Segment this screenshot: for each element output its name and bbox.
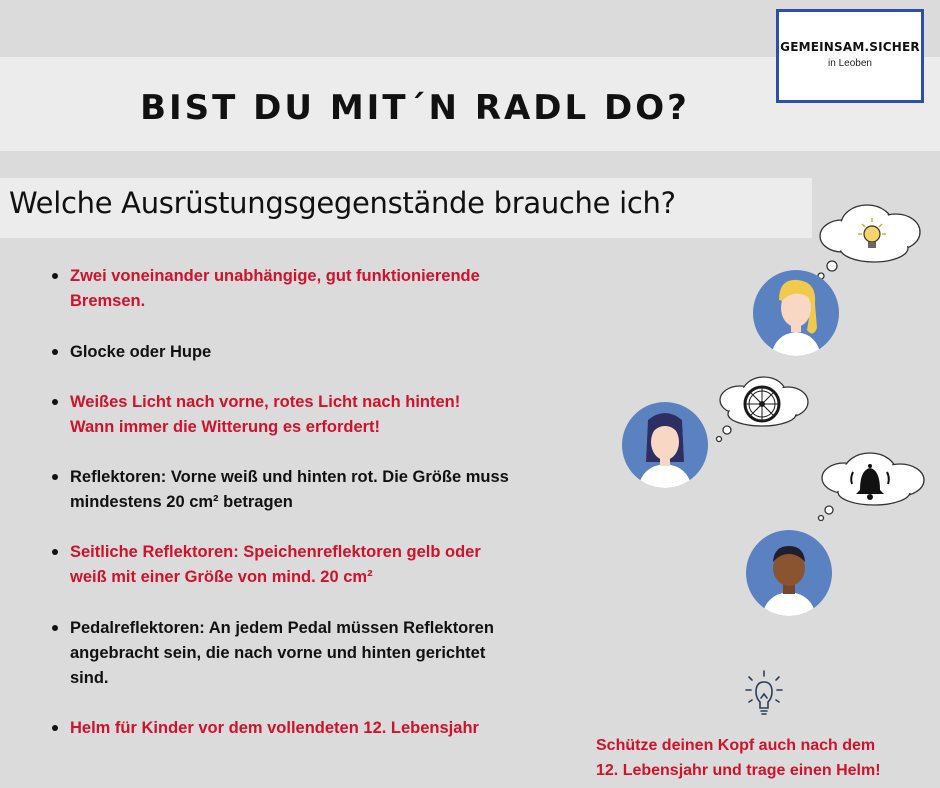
list-item-text: Glocke oder Hupe: [70, 343, 212, 361]
bullet-icon: [52, 399, 58, 405]
bullet-icon: [52, 273, 58, 279]
blonde-woman-avatar: [753, 270, 839, 356]
bullet-icon: [52, 549, 58, 555]
list-item: [52, 616, 572, 691]
page-title: BIST DU MIT´N RADL DO?: [140, 88, 690, 128]
dark-haired-woman-avatar: [622, 402, 708, 488]
bullet-icon: [52, 625, 58, 631]
list-item-text: Weißes Licht nach vorne, rotes Licht nach hinten! Wann immer die Witterung es erfordert!: [70, 393, 461, 436]
list-item-text: Helm für Kinder vor dem vollendeten 12. Lebensjahr: [70, 719, 479, 737]
list-item: [52, 340, 572, 365]
list-item-text: Seitliche Reflektoren: Speichenreflektoren gelb oder weiß mit einer Größe von mind. 20 cm²: [70, 543, 481, 586]
thought-cloud: [814, 450, 930, 522]
thought-cloud: [714, 374, 810, 444]
helmet-tip: Schütze deinen Kopf auch nach dem 12. Lebensjahr und trage einen Helm!: [596, 737, 881, 779]
list-item-text: Zwei voneinander unabhängige, gut funktionierende Bremsen.: [70, 267, 480, 310]
list-item-text: Pedalreflektoren: An jedem Pedal müssen Reflektoren angebracht sein, die nach vorne und hinten gerichtet sind.: [70, 619, 494, 687]
lightbulb-outline-icon: [738, 668, 790, 720]
bicycle-wheel-icon: [745, 387, 779, 421]
logo-main-text: GEMEINSAM.SICHER: [780, 40, 920, 54]
list-item: [52, 540, 572, 590]
logo: [776, 9, 924, 103]
logo-sub-text: in Leoben: [828, 58, 872, 69]
list-item: [52, 264, 572, 314]
list-item: [52, 716, 572, 741]
bullet-icon: [52, 725, 58, 731]
thought-cloud: [812, 200, 928, 280]
subtitle: Welche Ausrüstungsgegenstände brauche ich?: [9, 186, 676, 220]
bullet-icon: [52, 349, 58, 355]
list-item-text: Reflektoren: Vorne weiß und hinten rot. Die Größe muss mindestens 20 cm² betragen: [70, 468, 509, 511]
man-avatar: [746, 530, 832, 616]
list-item: [52, 465, 572, 515]
list-item: [52, 390, 572, 440]
bullet-icon: [52, 474, 58, 480]
